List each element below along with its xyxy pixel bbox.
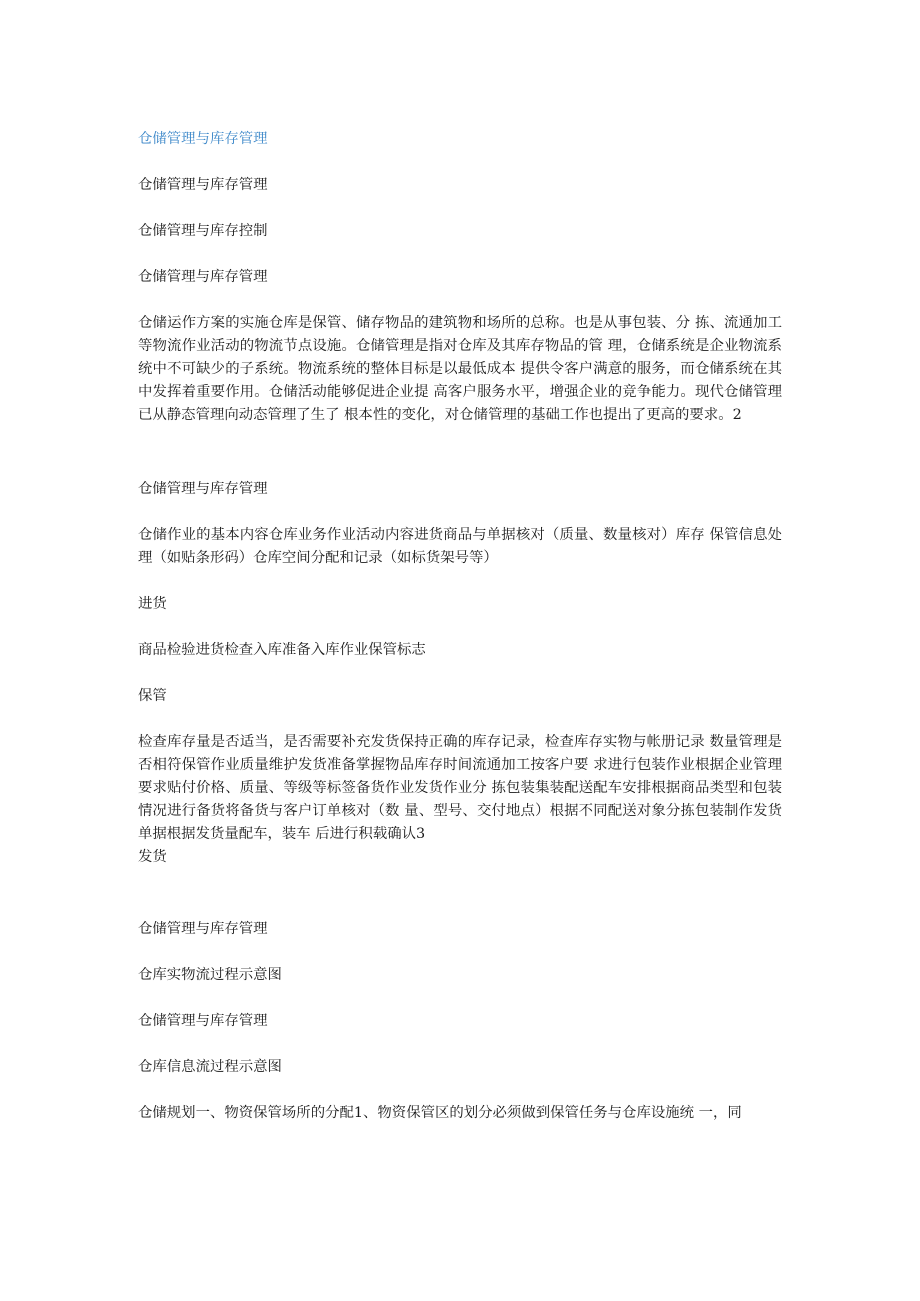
heading-5: 仓储管理与库存管理 [138,921,268,937]
heading-4: 仓储管理与库存管理 [138,481,268,497]
heading-6: 仓储管理与库存管理 [138,1013,268,1029]
title-link[interactable]: 仓储管理与库存管理 [138,131,268,147]
paragraph-planning: 仓储规划一、物资保管场所的分配1、物资保管区的划分必须做到保管任务与仓库设施统 一，同 [138,1105,742,1121]
paragraph-operations: 仓储运作方案的实施仓库是保管、储存物品的建筑物和场所的总称。也是从事包装、分 拣、流通加工等物流作业活动的物流节点设施。仓储管理是指对仓库及其库存物品的管 理，仓储系统是企业物流系统中不可缺少的子系统。物流系统的整体目标是以最低成本 提供令客户满意的服务，而仓储系统在其中发挥着重要作用。仓储活动能够促进企业提 高客户服务水平，增强企业的竞争能力。现代仓储管理已从静态管理向动态管理了生了 根本性的变化，对仓储管理的基础工作也提出了更高的要求。2 [138,315,782,423]
heading-3: 仓储管理与库存管理 [138,269,268,285]
label-receiving: 进货 [138,596,167,612]
caption-information-flow: 仓库信息流过程示意图 [138,1059,282,1075]
paragraph-basic-content: 仓储作业的基本内容仓库业务作业活动内容进货商品与单据核对（质量、数量核对）库存 保管信息处理（如贴条形码）仓库空间分配和记录（如标货架号等） [138,527,782,566]
paragraph-receiving: 商品检验进货检查入库准备入库作业保管标志 [138,642,426,658]
heading-2: 仓储管理与库存控制 [138,223,268,239]
paragraph-storage: 检查库存量是否适当，是否需要补充发货保持正确的库存记录，检查库存实物与帐册记录 数量管理是否相符保管作业质量维护发货准备掌握物品库存时间流通加工按客户要 求进行包装作业根据企业管理要求贴付价格、质量、等级等标签备货作业发货作业分 拣包装集装配送配车安排根据商品类型和包装情况进行备货将备货与客户订单核对（数 量、型号、交付地点）根据不同配送对象分拣包装制作发货单据根据发货量配车，装车 后进行积载确认3 [138,734,782,842]
caption-physical-flow: 仓库实物流过程示意图 [138,967,282,983]
label-storage: 保管 [138,688,167,704]
label-shipping: 发货 [138,849,167,865]
heading-1: 仓储管理与库存管理 [138,177,268,193]
